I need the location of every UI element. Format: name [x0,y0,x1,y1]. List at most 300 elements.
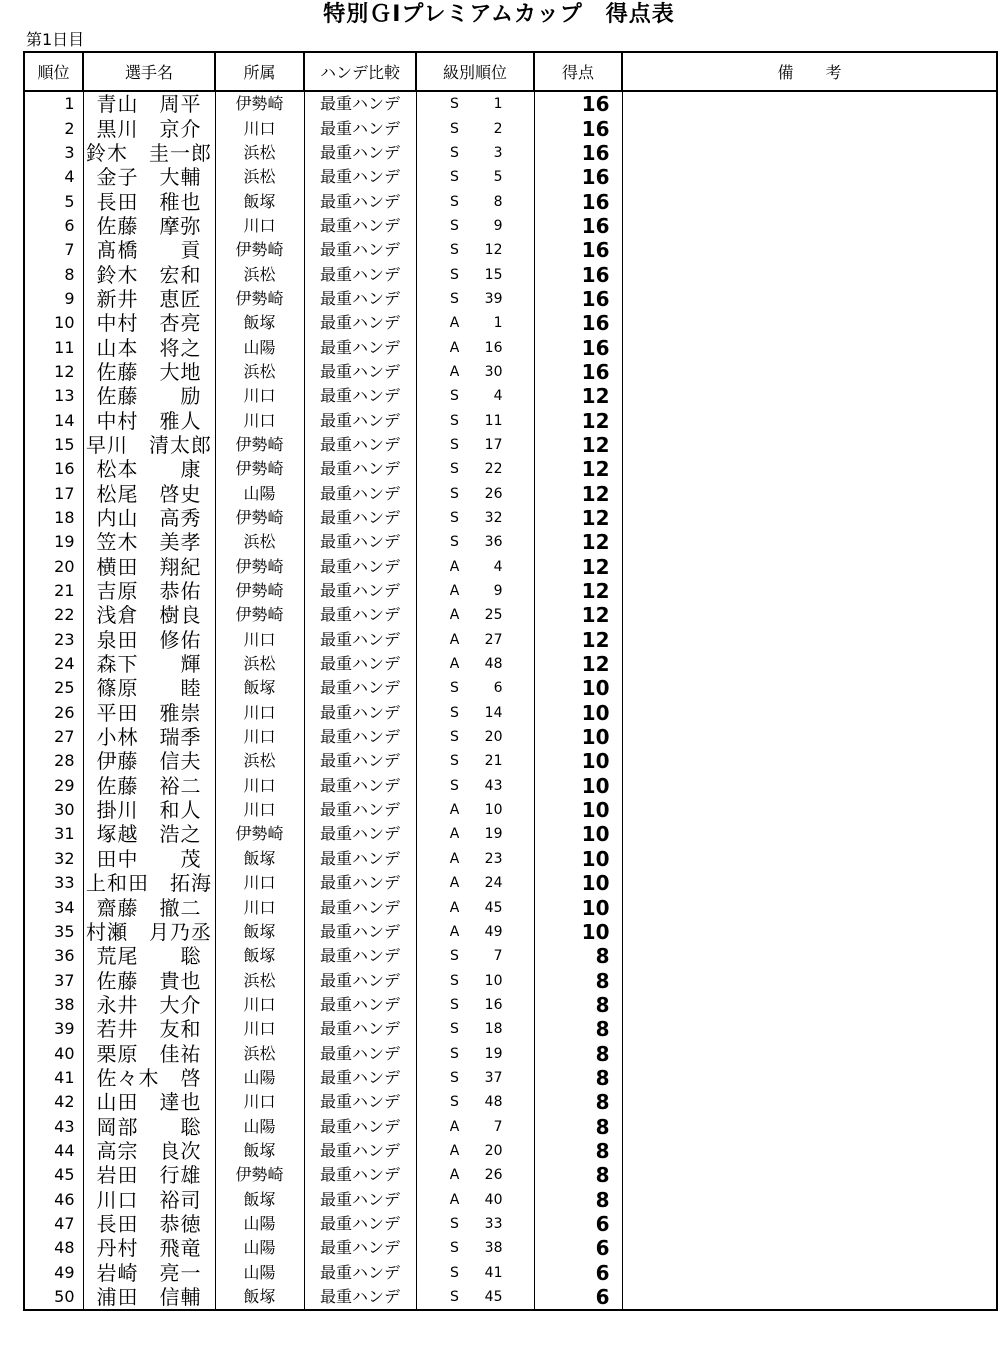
player-name-cell: 塚越 浩之 [83,822,215,846]
affiliation-cell: 飯塚 [215,1187,304,1211]
remarks-cell [622,579,997,603]
rank-cell: 14 [24,408,83,432]
rank-cell: 49 [24,1261,83,1285]
player-name-cell: 齋藤 撤二 [83,895,215,919]
rank-cell: 35 [24,920,83,944]
player-name-cell: 吉原 恭佑 [83,579,215,603]
rank-cell: 12 [24,360,83,384]
player-name-cell: 髙橋 貢 [83,238,215,262]
rank-cell: 27 [24,725,83,749]
class-number: 12 [484,242,503,259]
player-name-cell: 上和田 拓海 [83,871,215,895]
class-rank-cell [416,1090,534,1114]
remarks-cell [622,165,997,189]
handicap-cell: 最重ハンデ [304,189,416,213]
score-cell: 10 [534,895,622,919]
handicap-cell: 最重ハンデ [304,847,416,871]
rank-cell: 50 [24,1285,83,1310]
handicap-cell: 最重ハンデ [304,944,416,968]
player-name-cell: 横田 翔紀 [83,555,215,579]
class-rank-cell [416,165,534,189]
remarks-cell [622,311,997,335]
class-letter: A [449,850,460,867]
table-row [24,530,997,554]
class-number: 27 [484,631,503,648]
class-number: 19 [484,1045,503,1062]
rank-cell: 11 [24,335,83,359]
table-row [24,1187,997,1211]
handicap-cell: 最重ハンデ [304,871,416,895]
handicap-cell: 最重ハンデ [304,749,416,773]
affiliation-cell: 山陽 [215,1212,304,1236]
player-name-cell: 黒川 京介 [83,116,215,140]
score-cell: 12 [534,628,622,652]
remarks-cell [622,676,997,700]
player-name-cell: 高宗 良次 [83,1139,215,1163]
class-letter: S [450,777,459,794]
table-row [24,798,997,822]
player-name-cell: 泉田 修佑 [83,628,215,652]
handicap-cell: 最重ハンデ [304,335,416,359]
score-cell: 16 [534,335,622,359]
affiliation-cell: 飯塚 [215,920,304,944]
class-number: 39 [484,290,503,307]
class-rank-cell [416,189,534,213]
class-rank-cell [416,628,534,652]
class-letter: S [450,266,459,283]
rank-cell: 44 [24,1139,83,1163]
table-row [24,676,997,700]
score-cell: 6 [534,1261,622,1285]
class-rank-cell [416,1163,534,1187]
remarks-cell [622,335,997,359]
remarks-cell [622,968,997,992]
header-affiliation: 所属 [215,52,304,91]
class-rank-cell [416,701,534,725]
score-table [23,51,998,1311]
player-name-cell: 山本 将之 [83,335,215,359]
header-class-rank: 級別順位 [416,52,534,91]
score-cell: 12 [534,579,622,603]
score-cell: 12 [534,482,622,506]
table-row [24,262,997,286]
rank-cell: 34 [24,895,83,919]
handicap-cell: 最重ハンデ [304,1041,416,1065]
player-name-cell: 永井 大介 [83,993,215,1017]
table-row [24,482,997,506]
remarks-cell [622,530,997,554]
score-cell: 16 [534,262,622,286]
player-name-cell: 青山 周平 [83,91,215,116]
score-cell: 6 [534,1212,622,1236]
handicap-cell: 最重ハンデ [304,1236,416,1260]
score-cell: 10 [534,725,622,749]
rank-cell: 41 [24,1066,83,1090]
handicap-cell: 最重ハンデ [304,1066,416,1090]
table-row [24,1017,997,1041]
class-rank-cell [416,822,534,846]
affiliation-cell: 伊勢崎 [215,91,304,116]
remarks-cell [622,189,997,213]
score-cell: 8 [534,1114,622,1138]
class-letter: S [450,996,459,1013]
class-letter: A [449,315,460,332]
rank-cell: 43 [24,1114,83,1138]
rank-cell: 4 [24,165,83,189]
remarks-cell [622,701,997,725]
player-name-cell: 長田 恭徳 [83,1212,215,1236]
class-rank-cell [416,603,534,627]
player-name-cell: 浅倉 樹良 [83,603,215,627]
remarks-cell [622,822,997,846]
table-row [24,1139,997,1163]
affiliation-cell: 飯塚 [215,676,304,700]
class-rank-cell [416,433,534,457]
table-row [24,993,997,1017]
class-number: 36 [484,534,503,551]
class-rank-cell [416,895,534,919]
handicap-cell: 最重ハンデ [304,1017,416,1041]
table-row [24,749,997,773]
affiliation-cell: 伊勢崎 [215,287,304,311]
rank-cell: 9 [24,287,83,311]
class-number: 7 [493,948,503,965]
class-letter: S [450,388,459,405]
affiliation-cell: 伊勢崎 [215,822,304,846]
class-rank-cell [416,944,534,968]
remarks-cell [622,141,997,165]
class-rank-cell [416,1261,534,1285]
player-name-cell: 佐藤 大地 [83,360,215,384]
remarks-cell [622,1017,997,1041]
score-cell: 8 [534,1139,622,1163]
affiliation-cell: 山陽 [215,1114,304,1138]
remarks-cell [622,1139,997,1163]
rank-cell: 42 [24,1090,83,1114]
remarks-cell [622,1261,997,1285]
score-cell: 12 [534,408,622,432]
remarks-cell [622,847,997,871]
table-row [24,701,997,725]
class-letter: S [450,948,459,965]
rank-cell: 39 [24,1017,83,1041]
player-name-cell: 掛川 和人 [83,798,215,822]
handicap-cell: 最重ハンデ [304,262,416,286]
class-letter: A [449,899,460,916]
class-letter: A [449,363,460,380]
handicap-cell: 最重ハンデ [304,920,416,944]
class-number: 1 [493,315,503,332]
table-row [24,116,997,140]
remarks-cell [622,871,997,895]
class-rank-cell [416,287,534,311]
class-letter: S [450,120,459,137]
player-name-cell: 川口 裕司 [83,1187,215,1211]
score-cell: 8 [534,944,622,968]
rank-cell: 23 [24,628,83,652]
rank-cell: 32 [24,847,83,871]
rank-cell: 5 [24,189,83,213]
score-cell: 10 [534,822,622,846]
class-rank-cell [416,91,534,116]
rank-cell: 2 [24,116,83,140]
player-name-cell: 田中 茂 [83,847,215,871]
table-row [24,214,997,238]
day-label: 第1日目 [26,30,85,49]
affiliation-cell: 川口 [215,798,304,822]
player-name-cell: 山田 達也 [83,1090,215,1114]
class-number: 26 [484,1167,503,1184]
player-name-cell: 篠原 睦 [83,676,215,700]
rank-cell: 33 [24,871,83,895]
affiliation-cell: 飯塚 [215,1285,304,1310]
player-name-cell: 佐藤 摩弥 [83,214,215,238]
class-rank-cell [416,725,534,749]
score-cell: 16 [534,189,622,213]
class-letter: A [449,583,460,600]
header-rank: 順位 [24,52,83,91]
player-name-cell: 平田 雅崇 [83,701,215,725]
class-letter: S [450,412,459,429]
affiliation-cell: 川口 [215,774,304,798]
affiliation-cell: 飯塚 [215,311,304,335]
class-rank-cell [416,749,534,773]
player-name-cell: 岩田 行雄 [83,1163,215,1187]
player-name-cell: 伊藤 信夫 [83,749,215,773]
handicap-cell: 最重ハンデ [304,482,416,506]
rank-cell: 48 [24,1236,83,1260]
class-number: 9 [493,583,503,600]
rank-cell: 15 [24,433,83,457]
class-number: 10 [484,802,503,819]
class-rank-cell [416,1017,534,1041]
table-row [24,91,997,116]
class-number: 17 [484,436,503,453]
class-rank-cell [416,847,534,871]
table-row [24,1261,997,1285]
remarks-cell [622,895,997,919]
table-row [24,822,997,846]
class-number: 25 [484,607,503,624]
rank-cell: 18 [24,506,83,530]
remarks-cell [622,262,997,286]
remarks-cell [622,287,997,311]
remarks-cell [622,506,997,530]
handicap-cell: 最重ハンデ [304,968,416,992]
class-letter: S [450,680,459,697]
player-name-cell: 栗原 佳祐 [83,1041,215,1065]
header-score: 得点 [534,52,622,91]
score-cell: 10 [534,676,622,700]
rank-cell: 10 [24,311,83,335]
class-number: 18 [484,1021,503,1038]
class-letter: S [450,510,459,527]
handicap-cell: 最重ハンデ [304,1090,416,1114]
class-letter: S [450,1264,459,1281]
score-cell: 16 [534,165,622,189]
rank-cell: 13 [24,384,83,408]
affiliation-cell: 川口 [215,116,304,140]
class-number: 8 [493,193,503,210]
affiliation-cell: 伊勢崎 [215,457,304,481]
player-name-cell: 小林 瑞季 [83,725,215,749]
class-number: 49 [484,923,503,940]
score-cell: 10 [534,749,622,773]
rank-cell: 45 [24,1163,83,1187]
class-letter: S [450,485,459,502]
handicap-cell: 最重ハンデ [304,1285,416,1310]
class-rank-cell [416,774,534,798]
handicap-cell: 最重ハンデ [304,1212,416,1236]
class-letter: S [450,461,459,478]
class-rank-cell [416,141,534,165]
remarks-cell [622,652,997,676]
class-letter: A [449,1167,460,1184]
rank-cell: 47 [24,1212,83,1236]
affiliation-cell: 川口 [215,384,304,408]
score-cell: 10 [534,798,622,822]
table-row [24,1236,997,1260]
class-letter: S [450,972,459,989]
rank-cell: 1 [24,91,83,116]
class-letter: S [450,242,459,259]
class-rank-cell [416,676,534,700]
rank-cell: 16 [24,457,83,481]
remarks-cell [622,603,997,627]
affiliation-cell: 川口 [215,701,304,725]
class-number: 2 [493,120,503,137]
affiliation-cell: 浜松 [215,530,304,554]
table-row [24,1114,997,1138]
remarks-cell [622,238,997,262]
rank-cell: 21 [24,579,83,603]
class-number: 9 [493,217,503,234]
class-letter: S [450,753,459,770]
affiliation-cell: 川口 [215,1017,304,1041]
table-row [24,1163,997,1187]
rank-cell: 40 [24,1041,83,1065]
class-rank-cell [416,384,534,408]
class-number: 40 [484,1191,503,1208]
table-row [24,141,997,165]
score-cell: 12 [534,433,622,457]
player-name-cell: 金子 大輔 [83,165,215,189]
class-number: 11 [484,412,503,429]
affiliation-cell: 飯塚 [215,944,304,968]
class-rank-cell [416,871,534,895]
class-number: 4 [493,558,503,575]
table-row [24,603,997,627]
remarks-cell [622,1090,997,1114]
table-row [24,774,997,798]
score-cell: 10 [534,920,622,944]
handicap-cell: 最重ハンデ [304,1187,416,1211]
class-letter: A [449,558,460,575]
handicap-cell: 最重ハンデ [304,603,416,627]
remarks-cell [622,1066,997,1090]
class-letter: S [450,217,459,234]
affiliation-cell: 浜松 [215,749,304,773]
rank-cell: 19 [24,530,83,554]
class-number: 19 [484,826,503,843]
class-letter: A [449,631,460,648]
class-rank-cell [416,1212,534,1236]
handicap-cell: 最重ハンデ [304,506,416,530]
class-number: 45 [484,1289,503,1306]
table-row [24,725,997,749]
remarks-cell [622,1236,997,1260]
player-name-cell: 佐藤 励 [83,384,215,408]
affiliation-cell: 川口 [215,895,304,919]
player-name-cell: 鈴木 圭一郎 [83,141,215,165]
class-number: 21 [484,753,503,770]
handicap-cell: 最重ハンデ [304,993,416,1017]
remarks-cell [622,798,997,822]
class-letter: A [449,656,460,673]
class-number: 14 [484,704,503,721]
class-letter: A [449,826,460,843]
player-name-cell: 中村 杏亮 [83,311,215,335]
class-letter: A [449,875,460,892]
remarks-cell [622,384,997,408]
class-letter: S [450,1094,459,1111]
table-row [24,847,997,871]
class-number: 26 [484,485,503,502]
table-row [24,652,997,676]
class-letter: S [450,1289,459,1306]
score-cell: 16 [534,287,622,311]
table-row [24,920,997,944]
rank-cell: 36 [24,944,83,968]
class-number: 30 [484,363,503,380]
remarks-cell [622,1114,997,1138]
class-number: 37 [484,1069,503,1086]
score-cell: 6 [534,1285,622,1310]
rank-cell: 24 [24,652,83,676]
table-row [24,1285,997,1310]
handicap-cell: 最重ハンデ [304,774,416,798]
remarks-cell [622,91,997,116]
class-number: 20 [484,1142,503,1159]
score-cell: 16 [534,238,622,262]
score-cell: 8 [534,1163,622,1187]
handicap-cell: 最重ハンデ [304,141,416,165]
affiliation-cell: 伊勢崎 [215,579,304,603]
class-rank-cell [416,993,534,1017]
class-rank-cell [416,1236,534,1260]
class-rank-cell [416,311,534,335]
table-row [24,968,997,992]
class-number: 20 [484,729,503,746]
affiliation-cell: 飯塚 [215,189,304,213]
class-number: 5 [493,169,503,186]
affiliation-cell: 伊勢崎 [215,1163,304,1187]
affiliation-cell: 浜松 [215,968,304,992]
class-rank-cell [416,1066,534,1090]
affiliation-cell: 川口 [215,1090,304,1114]
player-name-cell: 浦田 信輔 [83,1285,215,1310]
remarks-cell [622,482,997,506]
table-row [24,1066,997,1090]
affiliation-cell: 山陽 [215,1236,304,1260]
class-number: 16 [484,996,503,1013]
player-name-cell: 森下 輝 [83,652,215,676]
class-rank-cell [416,482,534,506]
class-number: 4 [493,388,503,405]
class-number: 23 [484,850,503,867]
score-cell: 6 [534,1236,622,1260]
class-number: 22 [484,461,503,478]
